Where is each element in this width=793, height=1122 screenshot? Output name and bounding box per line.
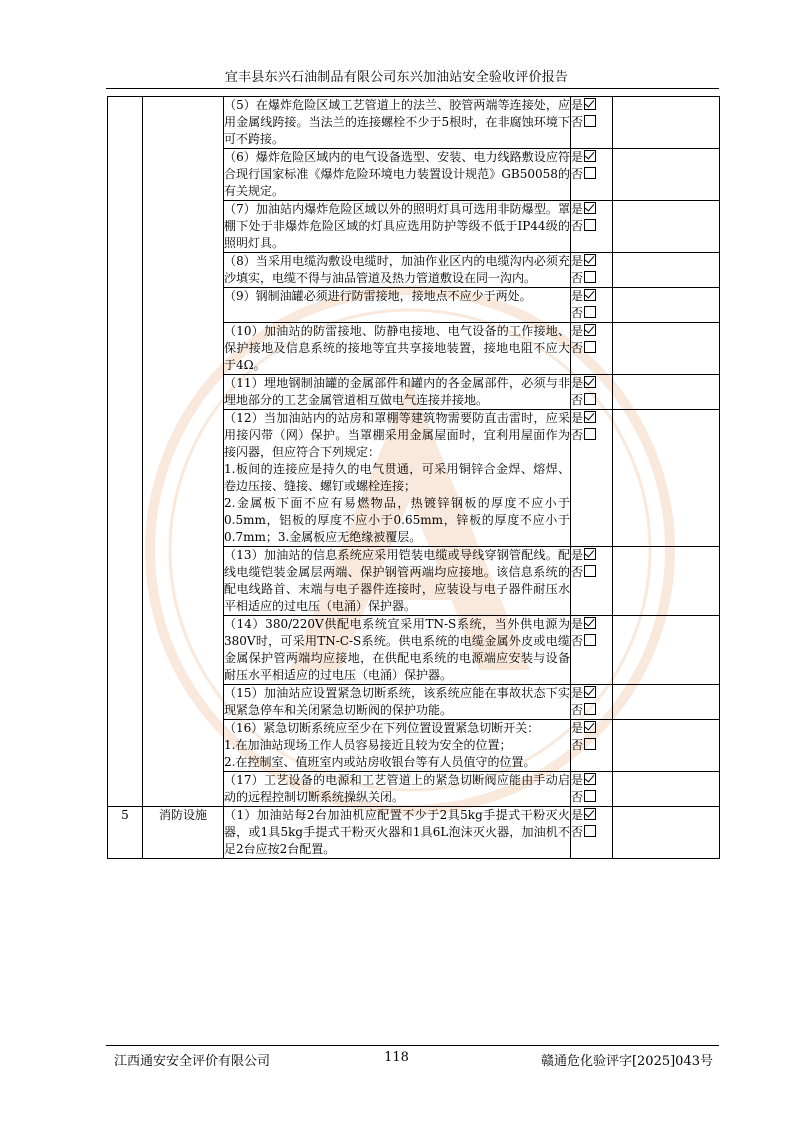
cell-result <box>571 616 613 685</box>
cell-result <box>571 547 613 616</box>
no-checkbox[interactable] <box>584 115 596 127</box>
cell-remark <box>613 720 720 772</box>
cell-result <box>571 410 613 547</box>
no-label: 否 <box>571 271 584 285</box>
footer-company: 江西通安安全评价有限公司 <box>114 1054 271 1069</box>
cell-seq: 5 <box>108 807 143 859</box>
yes-checkbox[interactable] <box>584 617 596 629</box>
cell-remark <box>613 685 720 720</box>
yes-checkbox[interactable] <box>584 686 596 698</box>
table-row <box>108 807 720 859</box>
no-checkbox[interactable] <box>584 703 596 715</box>
no-label: 否 <box>571 306 584 320</box>
cell-category: 消防设施 <box>143 807 224 859</box>
cell-requirement <box>224 807 571 859</box>
yes-checkbox[interactable] <box>584 150 596 162</box>
cell-requirement <box>224 97 571 149</box>
no-checkbox[interactable] <box>584 306 596 318</box>
cell-requirement <box>224 323 571 375</box>
cell-result <box>571 375 613 410</box>
header-divider <box>106 88 719 89</box>
cell-result <box>571 772 613 807</box>
cell-requirement <box>224 772 571 807</box>
requirement-text: （7）加油站内爆炸危险区域以外的照明灯具可选用非防爆型。罩棚下处于非爆炸危险区域的灯具应选用防护等级不低于IP44级的照明灯具。 <box>224 202 570 250</box>
requirement-text: （6）爆炸危险区域内的电气设备选型、安装、电力线路敷设应符合现行国家标准《爆炸危险环境电力装置设计规范》GB50058的有关规定。 <box>224 150 570 198</box>
cell-result <box>571 323 613 375</box>
yes-checkbox[interactable] <box>584 808 596 820</box>
yes-label: 是 <box>571 202 584 216</box>
cell-remark <box>613 288 720 323</box>
yes-label: 是 <box>571 98 584 112</box>
page-number: 118 <box>384 1050 409 1065</box>
requirement-text: （12）当加油站内的站房和罩棚等建筑物需要防直击雷时，应采用接闪带（网）保护。当罩棚采用金属屋面时，宜利用屋面作为接闪器，但应符合下列规定： 1.板间的连接应是持久的电气贯通，可采用铜锌合金焊、熔焊、卷边压接、缝接、螺钉或螺栓连接； 2.金属板下面不应有易燃物品，热镀锌钢板的厚度不应小于0.5mm，铝板的厚度不应小于0.65mm，锌板的厚度不应小于0.7mm；3.金属板应无绝缘被覆层。 <box>224 411 570 544</box>
no-label: 否 <box>571 167 584 181</box>
no-checkbox[interactable] <box>584 634 596 646</box>
requirement-text: （8）当采用电缆沟敷设电缆时，加油作业区内的电缆沟内必须充沙填实，电缆不得与油品管道及热力管道敷设在同一沟内。 <box>224 254 570 285</box>
cell-result <box>571 201 613 253</box>
yes-label: 是 <box>571 773 584 787</box>
cell-remark <box>613 410 720 547</box>
yes-label: 是 <box>571 150 584 164</box>
yes-label: 是 <box>571 617 584 631</box>
no-label: 否 <box>571 738 584 752</box>
yes-label: 是 <box>571 721 584 735</box>
no-checkbox[interactable] <box>584 825 596 837</box>
page-header-title: 宜丰县东兴石油制品有限公司东兴加油站安全验收评价报告 <box>224 70 569 85</box>
no-checkbox[interactable] <box>584 790 596 802</box>
yes-label: 是 <box>571 548 584 562</box>
yes-label: 是 <box>571 808 584 822</box>
requirement-text: （17）工艺设备的电源和工艺管道上的紧急切断阀应能由手动启动的远程控制切断系统操纵关闭。 <box>224 773 570 804</box>
cell-remark <box>613 201 720 253</box>
no-label: 否 <box>571 219 584 233</box>
yes-checkbox[interactable] <box>584 254 596 266</box>
yes-label: 是 <box>571 324 584 338</box>
cell-result <box>571 97 613 149</box>
cell-requirement <box>224 375 571 410</box>
requirement-text: （10）加油站的防雷接地、防静电接地、电气设备的工作接地、保护接地及信息系统的接地等宜共享接地装置，接地电阻不应大于4Ω。 <box>224 324 570 372</box>
cell-remark <box>613 807 720 859</box>
cell-requirement <box>224 253 571 288</box>
no-checkbox[interactable] <box>584 271 596 283</box>
yes-label: 是 <box>571 376 584 390</box>
cell-requirement <box>224 410 571 547</box>
no-label: 否 <box>571 634 584 648</box>
cell-requirement <box>224 288 571 323</box>
cell-remark <box>613 149 720 201</box>
yes-checkbox[interactable] <box>584 98 596 110</box>
no-label: 否 <box>571 565 584 579</box>
cell-remark <box>613 616 720 685</box>
no-checkbox[interactable] <box>584 219 596 231</box>
no-label: 否 <box>571 115 584 129</box>
cell-requirement <box>224 201 571 253</box>
yes-checkbox[interactable] <box>584 411 596 423</box>
no-checkbox[interactable] <box>584 565 596 577</box>
yes-checkbox[interactable] <box>584 376 596 388</box>
no-checkbox[interactable] <box>584 393 596 405</box>
requirement-text: （14）380/220V供配电系统宜采用TN-S系统，当外供电源为380V时，可采用TN-C-S系统。供电系统的电缆金属外皮或电缆金属保护管两端均应接地，在供配电系统的电源端应安装与设备耐压水平相适应的过电压（电涌）保护器。 <box>224 617 570 682</box>
cell-remark <box>613 97 720 149</box>
yes-checkbox[interactable] <box>584 548 596 560</box>
yes-checkbox[interactable] <box>584 773 596 785</box>
yes-label: 是 <box>571 411 584 425</box>
cell-remark <box>613 375 720 410</box>
no-label: 否 <box>571 393 584 407</box>
cell-result <box>571 685 613 720</box>
requirement-text: （16）紧急切断系统应至少在下列位置设置紧急切断开关： 1.在加油站现场工作人员容易接近且较为安全的位置； 2.在控制室、值班室内或站房收银台等有人员值守的位置。 <box>224 721 540 769</box>
cell-remark <box>613 547 720 616</box>
cell-remark <box>613 772 720 807</box>
cell-requirement <box>224 547 571 616</box>
requirement-text: （15）加油站应设置紧急切断系统，该系统应能在事故状态下实现紧急停车和关闭紧急切断阀的保护功能。 <box>224 686 570 717</box>
cell-category <box>143 97 224 807</box>
cell-result <box>571 720 613 772</box>
cell-result <box>571 149 613 201</box>
yes-label: 是 <box>571 289 584 303</box>
requirement-text: （1）加油站每2台加油机应配置不少于2具5kg手提式干粉灭火器，或1具5kg手提式干粉灭火器和1具6L泡沫灭火器，加油机不足2台应按2台配置。 <box>224 808 570 856</box>
cell-requirement <box>224 616 571 685</box>
footer-doc-number: 赣通危化验评字[2025]043号 <box>540 1054 713 1069</box>
no-checkbox[interactable] <box>584 341 596 353</box>
no-checkbox[interactable] <box>584 738 596 750</box>
yes-checkbox[interactable] <box>584 202 596 214</box>
inspection-table <box>107 96 720 859</box>
no-label: 否 <box>571 790 584 804</box>
cell-remark <box>613 323 720 375</box>
requirement-text: （13）加油站的信息系统应采用铠装电缆或导线穿钢管配线。配线电缆铠装金属层两端、保护钢管两端均应接地。该信息系统的配电线路首、末端与电子器件连接时，应装设与电子器件耐压水平相适应的过电压（电涌）保护器。 <box>224 548 570 613</box>
yes-label: 是 <box>571 254 584 268</box>
cell-requirement <box>224 720 571 772</box>
requirement-text: （9）钢制油罐必须进行防雷接地，接地点不应少于两处。 <box>224 289 532 303</box>
cell-remark <box>613 253 720 288</box>
footer-divider <box>106 1045 719 1046</box>
no-label: 否 <box>571 428 584 442</box>
yes-checkbox[interactable] <box>584 289 596 301</box>
cell-result <box>571 253 613 288</box>
yes-label: 是 <box>571 686 584 700</box>
cell-seq <box>108 97 143 807</box>
requirement-text: （11）埋地钢制油罐的金属部件和罐内的各金属部件，必须与非埋地部分的工艺金属管道相互做电气连接并接地。 <box>224 376 570 407</box>
cell-result <box>571 288 613 323</box>
yes-checkbox[interactable] <box>584 324 596 336</box>
no-checkbox[interactable] <box>584 428 596 440</box>
no-label: 否 <box>571 341 584 355</box>
no-label: 否 <box>571 703 584 717</box>
yes-checkbox[interactable] <box>584 721 596 733</box>
cell-requirement <box>224 685 571 720</box>
cell-requirement <box>224 149 571 201</box>
cell-result <box>571 807 613 859</box>
requirement-text: （5）在爆炸危险区域工艺管道上的法兰、胶管两端等连接处，应用金属线跨接。当法兰的连接螺栓不少于5根时，在非腐蚀环境下可不跨接。 <box>224 98 570 146</box>
no-label: 否 <box>571 825 584 839</box>
no-checkbox[interactable] <box>584 167 596 179</box>
table-row <box>108 97 720 149</box>
